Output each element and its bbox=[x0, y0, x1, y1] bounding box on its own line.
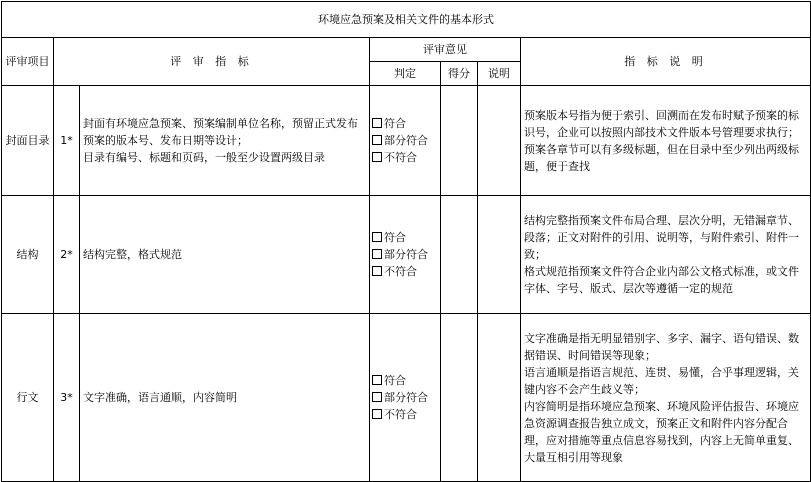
remark-cell[interactable] bbox=[478, 196, 521, 314]
table-row bbox=[2, 196, 811, 314]
table-row bbox=[2, 314, 811, 482]
remark-cell[interactable] bbox=[478, 86, 521, 196]
table-row bbox=[2, 86, 811, 196]
criteria-line: 封面有环境应急预案、预案编制单位名称，预留正式发布预案的版本号、发布日期等设计； bbox=[83, 117, 358, 147]
title-row bbox=[2, 2, 811, 38]
header-opinion: 评审意见 bbox=[370, 38, 521, 62]
option-label: 部分符合 bbox=[384, 134, 428, 147]
option-label: 不符合 bbox=[384, 151, 417, 164]
row-criteria bbox=[80, 314, 370, 482]
option-conform[interactable] bbox=[372, 372, 437, 389]
score-cell[interactable] bbox=[441, 86, 478, 196]
option-label: 不符合 bbox=[384, 408, 417, 421]
option-nonconform[interactable] bbox=[372, 406, 437, 423]
review-table bbox=[1, 1, 811, 482]
row-category: 封面目录 bbox=[2, 86, 54, 196]
criteria-line: 文字准确，语言通顺，内容简明 bbox=[83, 391, 237, 404]
checkbox-icon[interactable] bbox=[372, 232, 382, 242]
row-explanation bbox=[521, 196, 811, 314]
checkbox-icon[interactable] bbox=[372, 266, 382, 276]
checkbox-icon[interactable] bbox=[372, 409, 382, 419]
header-score: 得分 bbox=[441, 62, 478, 86]
explanation-line: 预案各章节可以有多级标题，但在目录中至少列出两级标题，便于查找 bbox=[524, 142, 799, 173]
option-label: 不符合 bbox=[384, 265, 417, 278]
row-criteria bbox=[80, 86, 370, 196]
row-explanation bbox=[521, 314, 811, 482]
option-nonconform[interactable] bbox=[372, 263, 437, 280]
option-label: 符合 bbox=[384, 374, 406, 387]
explanation-line: 内容简明是指环境应急预案、环境风险评估报告、环境应急资源调查报告独立成文，预案正文和附件内容分配合理，应对措施等重点信息容易找到，内容上无简单重复、大量互相引用等现象 bbox=[524, 399, 799, 464]
header-item: 评审项目 bbox=[2, 38, 54, 86]
score-cell[interactable] bbox=[441, 314, 478, 482]
row-criteria bbox=[80, 196, 370, 314]
row-number: 3* bbox=[54, 314, 80, 482]
explanation-line: 结构完整指预案文件布局合理、层次分明，无错漏章节、段落；正文对附件的引用、说明等，与附件索引、附件一致； bbox=[524, 214, 799, 261]
row-category: 结构 bbox=[2, 196, 54, 314]
option-label: 部分符合 bbox=[384, 391, 428, 404]
option-partial[interactable] bbox=[372, 246, 437, 263]
option-label: 符合 bbox=[384, 231, 406, 244]
option-label: 符合 bbox=[384, 117, 406, 130]
explanation-line: 格式规范指预案文件符合企业内部公文格式标准，或文件字体、字号、版式、层次等遵循一定的规范 bbox=[524, 265, 799, 295]
header-indicator: 评 审 指 标 bbox=[54, 38, 370, 86]
checkbox-icon[interactable] bbox=[372, 375, 382, 385]
header-remark: 说明 bbox=[478, 62, 521, 86]
row-number: 2* bbox=[54, 196, 80, 314]
explanation-line: 语言通顺是指语言规范、连贯、易懂，合乎事理逻辑，关键内容不会产生歧义等； bbox=[524, 365, 799, 396]
header-explain: 指 标 说 明 bbox=[521, 38, 811, 86]
checkbox-icon[interactable] bbox=[372, 135, 382, 145]
explanation-line: 文字准确是指无明显错别字、多字、漏字、语句错误、数据错误、时间错误等现象； bbox=[524, 331, 799, 362]
option-partial[interactable] bbox=[372, 132, 437, 149]
explanation-line: 预案版本号指为便于索引、回溯而在发布时赋予预案的标识号，企业可以按照内部技术文件版本号管理要求执行； bbox=[524, 108, 799, 139]
criteria-line: 目录有编号、标题和页码，一般至少设置两级目录 bbox=[83, 151, 325, 164]
header-judge: 判定 bbox=[370, 62, 441, 86]
row-number: 1* bbox=[54, 86, 80, 196]
option-conform[interactable] bbox=[372, 115, 437, 132]
option-conform[interactable] bbox=[372, 229, 437, 246]
header-row-1 bbox=[2, 38, 811, 62]
checkbox-icon[interactable] bbox=[372, 118, 382, 128]
checkbox-icon[interactable] bbox=[372, 152, 382, 162]
criteria-line: 结构完整，格式规范 bbox=[83, 248, 182, 261]
judge-options bbox=[370, 86, 441, 196]
option-label: 部分符合 bbox=[384, 248, 428, 261]
row-explanation bbox=[521, 86, 811, 196]
judge-options bbox=[370, 314, 441, 482]
table-title: 环境应急预案及相关文件的基本形式 bbox=[2, 2, 811, 38]
judge-options bbox=[370, 196, 441, 314]
option-partial[interactable] bbox=[372, 389, 437, 406]
checkbox-icon[interactable] bbox=[372, 392, 382, 402]
checkbox-icon[interactable] bbox=[372, 249, 382, 259]
row-category: 行文 bbox=[2, 314, 54, 482]
remark-cell[interactable] bbox=[478, 314, 521, 482]
option-nonconform[interactable] bbox=[372, 149, 437, 166]
score-cell[interactable] bbox=[441, 196, 478, 314]
